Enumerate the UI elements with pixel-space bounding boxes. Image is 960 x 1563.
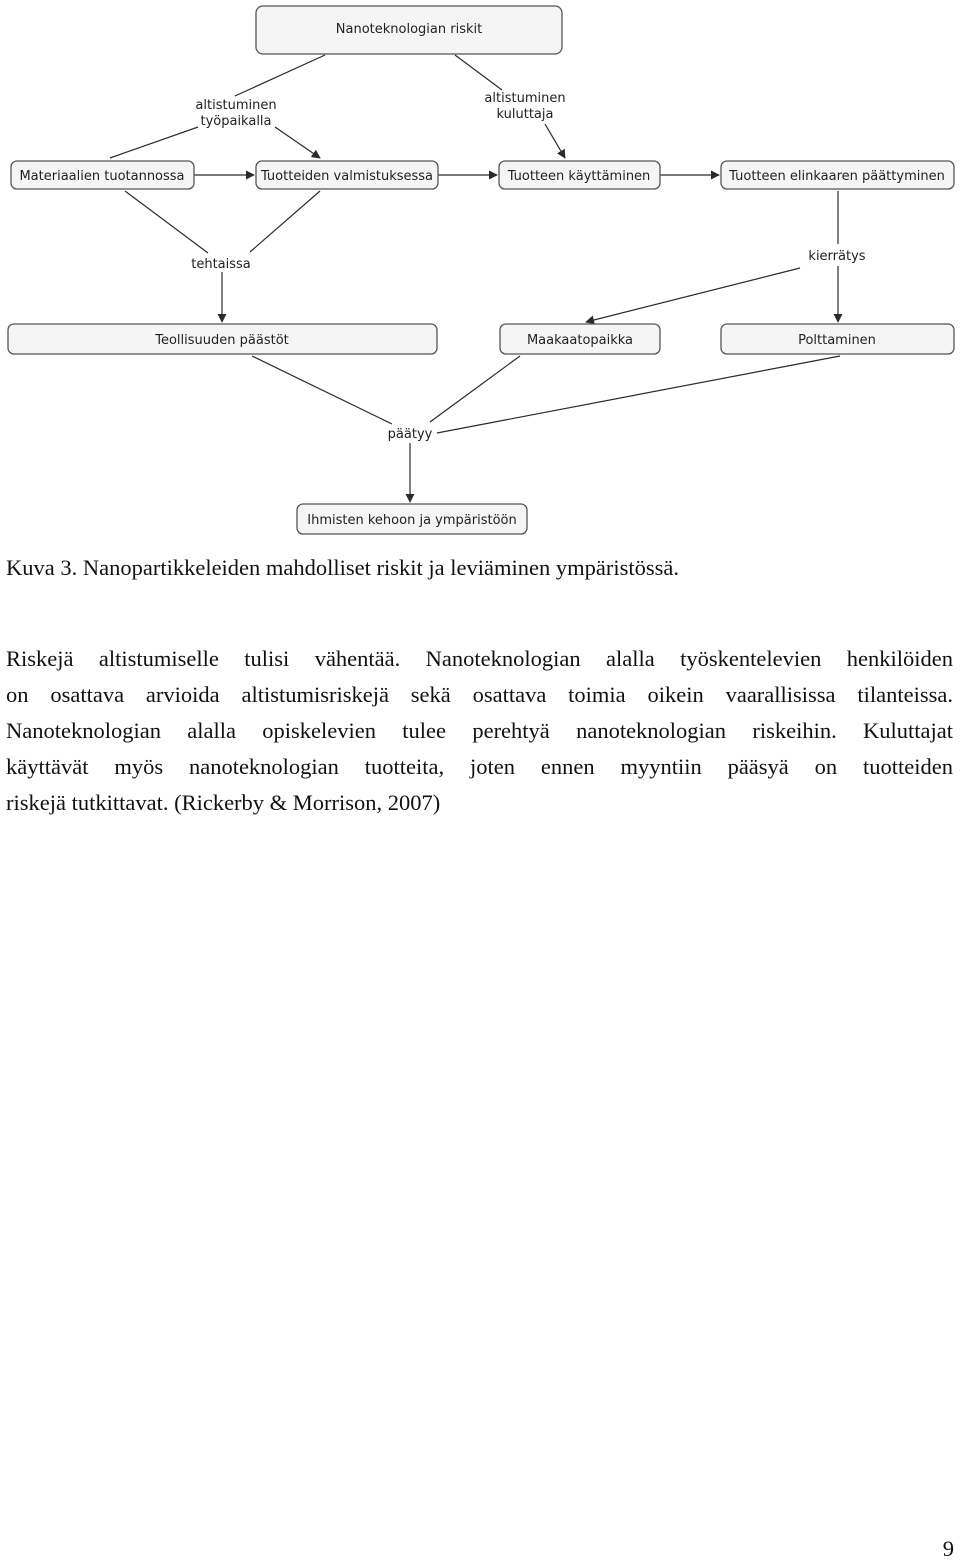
body-paragraph bbox=[6, 641, 953, 821]
paragraph-line: Riskejä altistumiselle tulisi vähentää. Nanoteknologian alalla työskentelevien henkilöiden bbox=[6, 646, 953, 671]
risk-concept-map bbox=[0, 0, 960, 545]
node-label: Nanoteknologian riskit bbox=[335, 22, 483, 37]
node-product-use bbox=[499, 161, 660, 189]
node-incineration bbox=[721, 324, 954, 354]
node-label: Tuotteen käyttäminen bbox=[507, 169, 651, 184]
node-manufacturing bbox=[256, 161, 438, 189]
node-industrial-emissions bbox=[8, 324, 437, 354]
node-end-of-life bbox=[721, 161, 954, 189]
link-label-exposure-workplace: altistuminen bbox=[195, 98, 277, 113]
node-label: Tuotteen elinkaaren päättyminen bbox=[729, 169, 945, 184]
link-label-exposure-consumer: altistuminen bbox=[484, 91, 566, 106]
node-label: Tuotteiden valmistuksessa bbox=[260, 169, 434, 184]
paragraph-line: riskejä tutkittavat. (Rickerby & Morrison, 2007) bbox=[6, 790, 441, 815]
link-label-exposure-workplace: työpaikalla bbox=[200, 114, 272, 129]
link-label-factories: tehtaissa bbox=[191, 257, 251, 272]
paragraph-line: Nanoteknologian alalla opiskelevien tulee perehtyä nanoteknologian riskeihin. Kuluttajat bbox=[6, 718, 953, 743]
node-label: Ihmisten kehoon ja ympäristöön bbox=[307, 513, 517, 528]
node-nanotech-risks bbox=[256, 6, 562, 54]
node-landfill bbox=[500, 324, 660, 354]
node-label: Maakaatopaikka bbox=[526, 333, 634, 348]
figure-caption: Kuva 3. Nanopartikkeleiden mahdolliset riskit ja leviäminen ympäristössä. bbox=[6, 555, 679, 580]
link-label-recycling: kierrätys bbox=[808, 249, 866, 264]
node-label: Polttaminen bbox=[798, 333, 876, 348]
node-human-body-environment bbox=[297, 504, 527, 534]
link-label-exposure-consumer: kuluttaja bbox=[496, 107, 554, 122]
page-number: 9 bbox=[942, 1536, 954, 1561]
node-label: Teollisuuden päästöt bbox=[155, 333, 289, 348]
link-label-ends-up: päätyy bbox=[387, 427, 433, 442]
paragraph-line: käyttävät myös nanoteknologian tuotteita, joten ennen myyntiin pääsyä on tuotteiden bbox=[6, 754, 953, 779]
paragraph-line: on osattava arvioida altistumisriskejä sekä osattava toimia oikein vaarallisissa tilanteissa. bbox=[6, 682, 953, 707]
node-materials bbox=[11, 161, 194, 189]
node-label: Materiaalien tuotannossa bbox=[19, 169, 185, 184]
